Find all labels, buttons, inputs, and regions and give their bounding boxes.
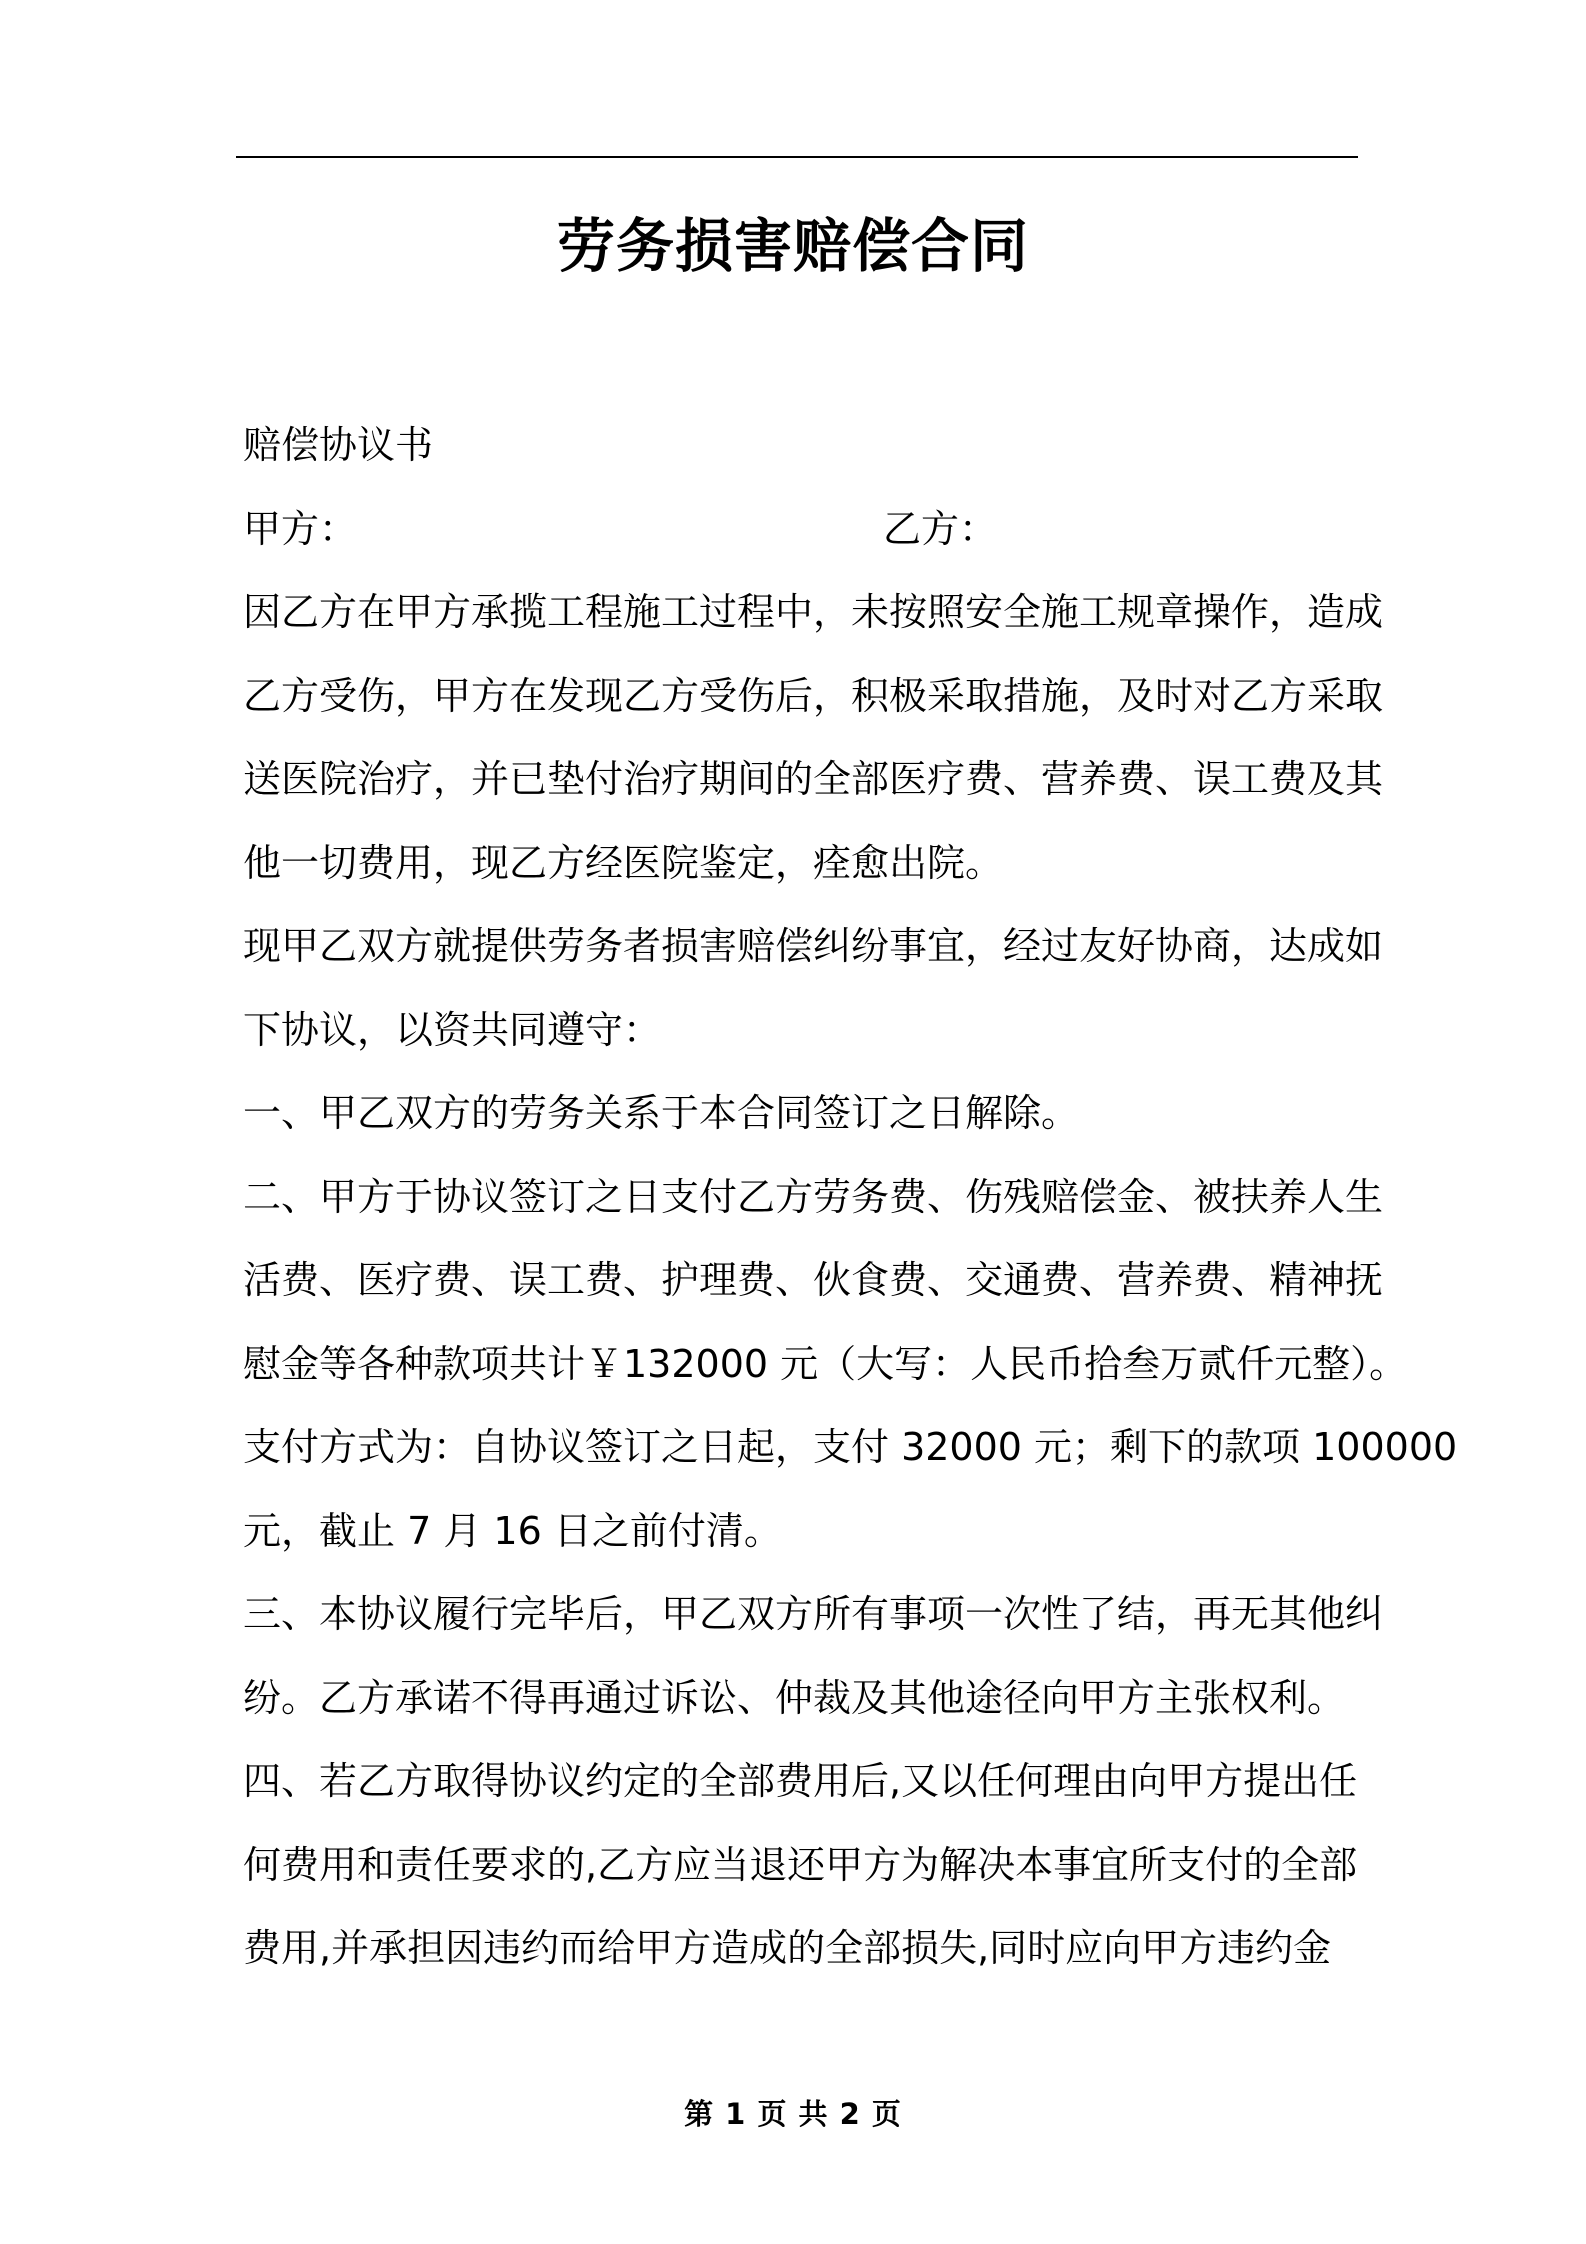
clause-2 [243, 1156, 1458, 1574]
paragraph-line: 现甲乙双方就提供劳务者损害赔偿纠纷事宜，经过友好协商，达成如 [243, 924, 1384, 968]
paragraph-line: 三、本协议履行完毕后，甲乙双方所有事项一次性了结，再无其他纠 [243, 1592, 1384, 1636]
parties-row [243, 488, 1373, 572]
paragraph-negotiation [243, 905, 1384, 1072]
document-subtitle: 赔偿协议书 [243, 423, 434, 467]
paragraph-line: 何费用和责任要求的,乙方应当退还甲方为解决本事宜所支付的全部 [243, 1842, 1358, 1887]
paragraph-line: 元，截止 7 月 16 日之前付清。 [243, 1508, 782, 1553]
paragraph-background [243, 571, 1384, 905]
paragraph-line: 二、甲方于协议签订之日支付乙方劳务费、伤残赔偿金、被扶养人生 [243, 1174, 1384, 1219]
document-title: 劳务损害赔偿合同 [556, 212, 1029, 280]
paragraph-line: 纷。乙方承诺不得再通过诉讼、仲裁及其他途径向甲方主张权利。 [243, 1675, 1346, 1720]
paragraph-line: 送医院治疗，并已垫付治疗期间的全部医疗费、营养费、误工费及其 [243, 757, 1384, 801]
paragraph-line: 活费、医疗费、误工费、护理费、伙食费、交通费、营养费、精神抚 [243, 1258, 1384, 1302]
document-body [243, 404, 1458, 1991]
paragraph-line: 乙方受伤，甲方在发现乙方受伤后，积极采取措施，及时对乙方采取 [243, 673, 1384, 718]
paragraph-line: 一、甲乙双方的劳务关系于本合同签订之日解除。 [243, 1091, 1080, 1135]
clause-4 [243, 1740, 1373, 1991]
paragraph-line: 费用,并承担因违约而给甲方造成的全部损失,同时应向甲方违约金 [243, 1926, 1332, 1970]
paragraph-line: 他一切费用，现乙方经医院鉴定，痊愈出院。 [243, 840, 1004, 885]
clause-1 [243, 1072, 1373, 1156]
paragraph-line: 支付方式为：自协议签订之日起，支付 32000 元；剩下的款项 100000 [243, 1425, 1458, 1469]
paragraph-line: 四、若乙方取得协议约定的全部费用后,又以任何理由向甲方提出任 [243, 1759, 1358, 1803]
paragraph-line: 下协议，以资共同遵守： [243, 1007, 662, 1052]
party-b-label: 乙方： [883, 506, 998, 551]
paragraph-line: 因乙方在甲方承揽工程施工过程中，未按照安全施工规章操作，造成 [243, 590, 1384, 634]
clause-3 [243, 1573, 1384, 1740]
paragraph-line: 慰金等各种款项共计￥132000 元（大写：人民币拾叁万贰仟元整）。 [243, 1341, 1408, 1386]
party-a-label: 甲方： [243, 506, 358, 551]
page-number-footer: 第 1 页 共 2 页 [684, 2097, 902, 2131]
header-rule [236, 156, 1358, 158]
